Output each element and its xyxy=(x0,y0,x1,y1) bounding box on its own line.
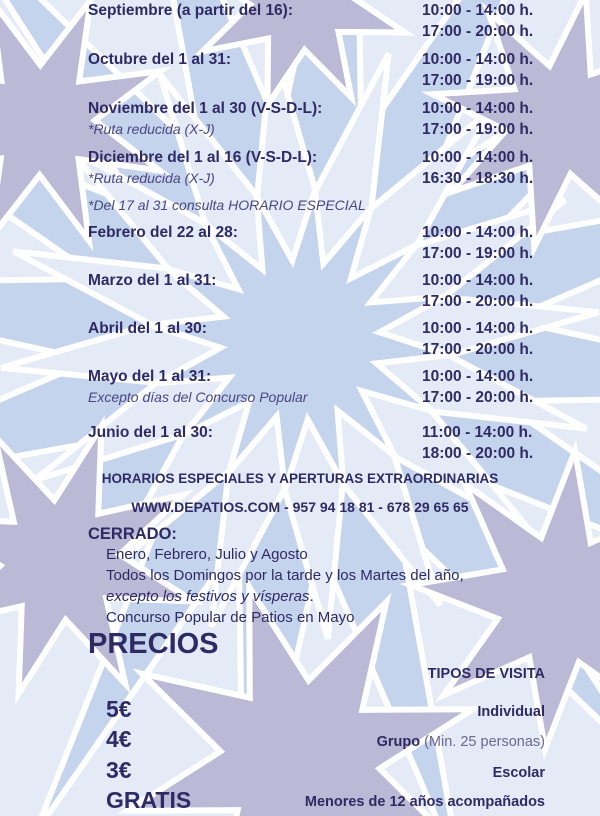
schedule-label-april: Abril del 1 al 30: xyxy=(88,320,207,337)
visit-types-header: TIPOS DE VISITA xyxy=(427,666,545,682)
december-special-note: *Del 17 al 31 consulta HORARIO ESPECIAL xyxy=(88,197,366,213)
schedule-time-december-afternoon: 16:30 - 18:30 h. xyxy=(422,170,534,187)
schedule-time-april-afternoon: 17:00 - 20:00 h. xyxy=(422,341,534,358)
visit-type-group xyxy=(377,734,545,750)
visit-type-individual-label: Individual xyxy=(477,704,545,720)
schedule-time-september-afternoon: 17:00 - 20:00 h. xyxy=(422,23,534,40)
visit-type-school xyxy=(493,765,545,781)
schedule-time-march-morning: 10:00 - 14:00 h. xyxy=(422,272,534,289)
schedule-label-march: Marzo del 1 al 31: xyxy=(88,272,217,289)
schedule-time-september-morning: 10:00 - 14:00 h. xyxy=(422,2,534,19)
schedule-time-february-afternoon: 17:00 - 19:00 h. xyxy=(422,245,534,262)
schedule-label-december: Diciembre del 1 al 16 (V-S-D-L): xyxy=(88,149,318,166)
schedule-label-november: Noviembre del 1 al 30 (V-S-D-L): xyxy=(88,100,323,117)
closed-title: CERRADO: xyxy=(88,525,177,543)
schedule-time-february-morning: 10:00 - 14:00 h. xyxy=(422,224,534,241)
closed-exception-text: excepto los festivos y vísperas xyxy=(106,588,310,605)
schedule-time-november-morning: 10:00 - 14:00 h. xyxy=(422,100,534,117)
schedule-time-june-afternoon: 18:00 - 20:00 h. xyxy=(422,445,534,462)
closed-months: Enero, Febrero, Julio y Agosto xyxy=(106,546,308,563)
prices-title: PRECIOS xyxy=(88,628,219,660)
schedule-label-february: Febrero del 22 al 28: xyxy=(88,224,238,241)
special-hours-title: HORARIOS ESPECIALES Y APERTURAS EXTRAORDINARIAS xyxy=(101,471,499,486)
schedule-time-december-morning: 10:00 - 14:00 h. xyxy=(422,149,534,166)
schedule-note-may: Excepto días del Concurso Popular xyxy=(88,389,308,405)
schedule-time-november-afternoon: 17:00 - 19:00 h. xyxy=(422,121,534,138)
price-group: 4€ xyxy=(106,726,132,752)
schedule-time-march-afternoon: 17:00 - 20:00 h. xyxy=(422,293,534,310)
contact-line: WWW.DEPATIOS.COM - 957 94 18 81 - 678 29 65 65 xyxy=(131,499,469,515)
schedule-time-october-morning: 10:00 - 14:00 h. xyxy=(422,51,534,68)
schedule-time-june-morning: 11:00 - 14:00 h. xyxy=(422,424,533,441)
schedule-time-may-morning: 10:00 - 14:00 h. xyxy=(422,368,534,385)
visit-type-children-label: Menores de 12 años acompañados xyxy=(304,794,545,810)
closed-contest: Concurso Popular de Patios en Mayo xyxy=(106,609,355,626)
schedule-time-october-afternoon: 17:00 - 19:00 h. xyxy=(422,72,534,89)
schedule-note-december: *Ruta reducida (X-J) xyxy=(88,170,215,186)
visit-type-group-label: Grupo xyxy=(376,734,421,750)
visit-type-school-label: Escolar xyxy=(492,765,545,781)
visit-type-children xyxy=(305,794,545,810)
closed-exception xyxy=(106,588,314,605)
visit-type-group-detail: (Min. 25 personas) xyxy=(420,734,545,750)
closed-sundays-tuesdays: Todos los Domingos por la tarde y los Martes del año, xyxy=(106,567,464,584)
schedule-label-september: Septiembre (a partir del 16): xyxy=(88,2,294,19)
visit-type-individual xyxy=(477,704,545,720)
price-individual: 5€ xyxy=(106,696,132,722)
schedule-note-november: *Ruta reducida (X-J) xyxy=(88,121,215,137)
schedule-label-may: Mayo del 1 al 31: xyxy=(88,368,212,385)
price-free: GRATIS xyxy=(106,787,192,813)
schedule-label-june: Junio del 1 al 30: xyxy=(88,424,213,441)
schedule-time-april-morning: 10:00 - 14:00 h. xyxy=(422,320,534,337)
schedule-label-october: Octubre del 1 al 31: xyxy=(88,51,231,68)
closed-exception-period: . xyxy=(309,588,314,605)
price-school: 3€ xyxy=(106,757,132,783)
schedule-time-may-afternoon: 17:00 - 20:00 h. xyxy=(422,389,534,406)
